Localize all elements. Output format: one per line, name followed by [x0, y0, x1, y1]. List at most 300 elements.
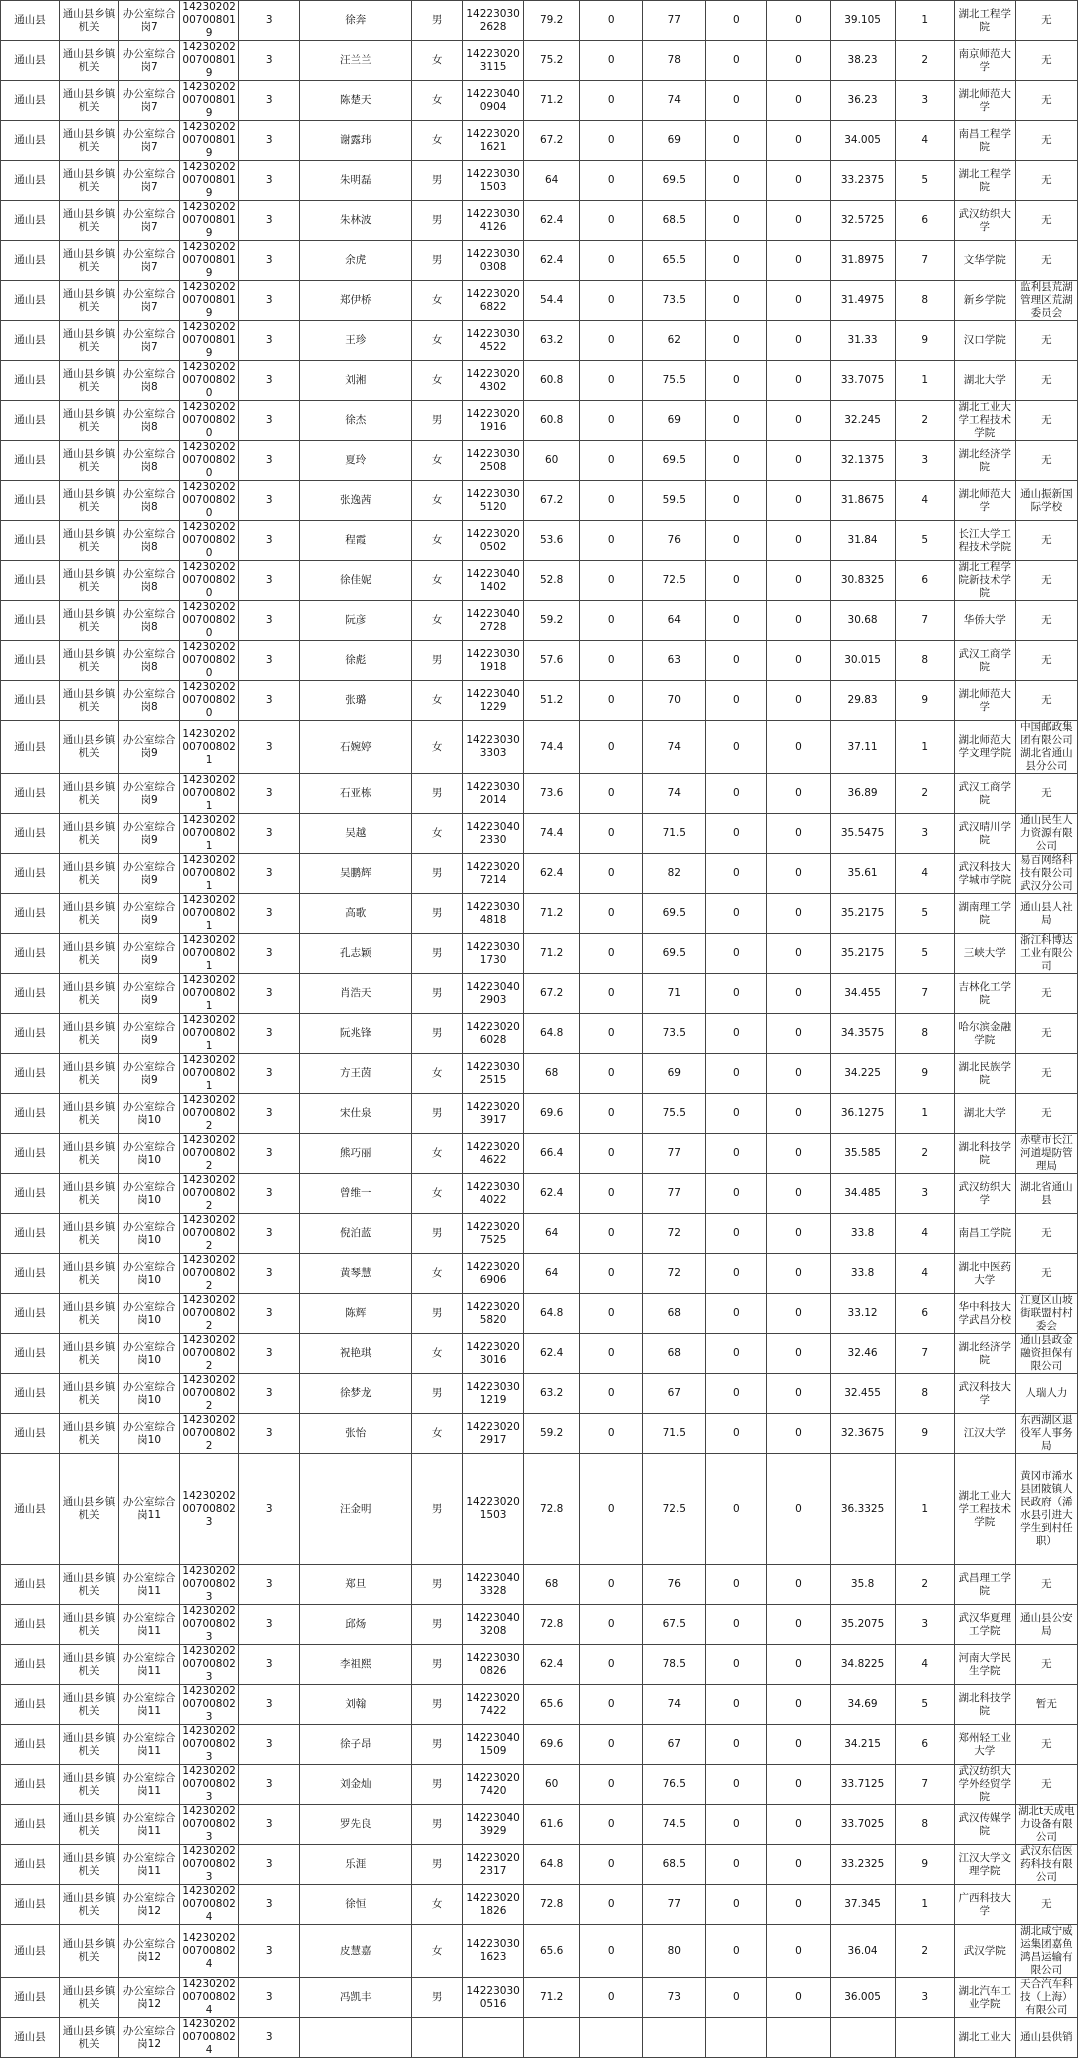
cell-rank: 5 [895, 934, 954, 974]
cell-name: 方王茵 [300, 1054, 412, 1094]
cell-quota: 3 [239, 1978, 300, 2018]
cell-col-13: 0 [767, 854, 830, 894]
cell-gender: 女 [412, 1925, 463, 1978]
cell-col-12: 0 [706, 1845, 767, 1885]
cell-county: 通山县 [1, 814, 60, 854]
cell-name: 王珍 [300, 321, 412, 361]
cell-gender: 女 [412, 1134, 463, 1174]
cell-total-score: 39.105 [830, 1, 895, 41]
cell-col-13: 0 [767, 41, 830, 81]
cell-ticket-no: 142230301730 [463, 934, 524, 974]
cell-name: 倪泊蓝 [300, 1214, 412, 1254]
cell-bonus: 0 [580, 561, 643, 601]
cell-gender: 男 [412, 1725, 463, 1765]
cell-position-code: 14230202007008022 [180, 1134, 239, 1174]
cell-ticket-no: 142230207422 [463, 1685, 524, 1725]
cell-interview-score: 75.5 [643, 361, 706, 401]
cell-quota: 3 [239, 894, 300, 934]
cell-col-13: 0 [767, 281, 830, 321]
cell-position-code: 14230202007008020 [180, 641, 239, 681]
cell-unit: 通山县乡镇机关 [60, 814, 119, 854]
cell-written-score: 74.4 [524, 814, 580, 854]
cell-ticket-no: 142230202917 [463, 1414, 524, 1454]
cell-interview-score: 65.5 [643, 241, 706, 281]
cell-ticket-no: 142230203016 [463, 1334, 524, 1374]
cell-rank: 1 [895, 1885, 954, 1925]
cell-ticket-no: 142230403929 [463, 1805, 524, 1845]
cell-col-12: 0 [706, 1254, 767, 1294]
cell-county: 通山县 [1, 1685, 60, 1725]
table-row [1, 1334, 1078, 1374]
cell-ticket-no: 142230204302 [463, 361, 524, 401]
table-row [1, 1214, 1078, 1254]
cell-employer: 无 [1015, 1, 1077, 41]
cell-employer: 无 [1015, 1014, 1077, 1054]
cell-bonus: 0 [580, 481, 643, 521]
cell-position-code: 14230202007008019 [180, 241, 239, 281]
cell-unit: 通山县乡镇机关 [60, 854, 119, 894]
cell-quota: 3 [239, 601, 300, 641]
cell-quota: 3 [239, 1565, 300, 1605]
cell-col-13: 0 [767, 481, 830, 521]
cell-written-score: 71.2 [524, 934, 580, 974]
cell-gender: 女 [412, 361, 463, 401]
cell-unit: 通山县乡镇机关 [60, 1374, 119, 1414]
cell-school: 哈尔滨金融学院 [954, 1014, 1015, 1054]
cell-school: 吉林化工学院 [954, 974, 1015, 1014]
cell-employer: 黄冈市浠水县团陂镇人民政府（浠水县引进大学生到村任职） [1015, 1454, 1077, 1565]
cell-total-score: 36.23 [830, 81, 895, 121]
cell-position-code: 14230202007008024 [180, 1925, 239, 1978]
cell-written-score: 79.2 [524, 1, 580, 41]
cell-interview-score: 69.5 [643, 441, 706, 481]
cell-bonus: 0 [580, 81, 643, 121]
cell-unit: 通山县乡镇机关 [60, 81, 119, 121]
table-row [1, 1845, 1078, 1885]
cell-county: 通山县 [1, 321, 60, 361]
cell-unit: 通山县乡镇机关 [60, 1805, 119, 1845]
cell-position-code: 14230202007008020 [180, 601, 239, 641]
cell-rank [895, 2018, 954, 2058]
cell-name: 石婉婷 [300, 721, 412, 774]
cell-bonus: 0 [580, 1374, 643, 1414]
cell-quota: 3 [239, 121, 300, 161]
cell-total-score: 36.1275 [830, 1094, 895, 1134]
cell-quota: 3 [239, 1645, 300, 1685]
cell-position: 办公室综合岗9 [119, 774, 180, 814]
cell-col-12: 0 [706, 1565, 767, 1605]
cell-school: 武汉晴川学院 [954, 814, 1015, 854]
cell-written-score: 71.2 [524, 81, 580, 121]
cell-bonus: 0 [580, 1254, 643, 1294]
cell-written-score: 62.4 [524, 1645, 580, 1685]
cell-employer: 赤壁市长江河道堤防管理局 [1015, 1134, 1077, 1174]
cell-quota: 3 [239, 441, 300, 481]
cell-school: 湖北工程学院新技术学院 [954, 561, 1015, 601]
cell-position-code: 14230202007008022 [180, 1254, 239, 1294]
cell-quota: 3 [239, 161, 300, 201]
cell-written-score: 66.4 [524, 1134, 580, 1174]
cell-county: 通山县 [1, 1845, 60, 1885]
cell-county: 通山县 [1, 1254, 60, 1294]
cell-total-score: 33.2325 [830, 1845, 895, 1885]
cell-unit: 通山县乡镇机关 [60, 321, 119, 361]
cell-position: 办公室综合岗10 [119, 1214, 180, 1254]
cell-gender: 男 [412, 1214, 463, 1254]
cell-unit: 通山县乡镇机关 [60, 1885, 119, 1925]
cell-rank: 2 [895, 1925, 954, 1978]
cell-quota: 3 [239, 1214, 300, 1254]
cell-employer: 无 [1015, 1725, 1077, 1765]
cell-unit: 通山县乡镇机关 [60, 1294, 119, 1334]
cell-col-13: 0 [767, 321, 830, 361]
cell-bonus: 0 [580, 721, 643, 774]
cell-col-13: 0 [767, 1254, 830, 1294]
cell-employer: 通山县供销 [1015, 2018, 1077, 2058]
cell-quota: 3 [239, 1845, 300, 1885]
cell-ticket-no: 142230300826 [463, 1645, 524, 1685]
cell-total-score: 36.005 [830, 1978, 895, 2018]
cell-position-code: 14230202007008020 [180, 521, 239, 561]
cell-written-score: 64 [524, 1254, 580, 1294]
cell-interview-score: 69.5 [643, 934, 706, 974]
cell-name: 谢露玮 [300, 121, 412, 161]
cell-unit: 通山县乡镇机关 [60, 1925, 119, 1978]
cell-interview-score: 71.5 [643, 1414, 706, 1454]
cell-col-12: 0 [706, 1014, 767, 1054]
cell-county: 通山县 [1, 1414, 60, 1454]
cell-col-12: 0 [706, 281, 767, 321]
cell-interview-score: 72 [643, 1214, 706, 1254]
cell-col-12: 0 [706, 561, 767, 601]
cell-written-score: 68 [524, 1565, 580, 1605]
cell-ticket-no: 142230207214 [463, 854, 524, 894]
cell-bonus: 0 [580, 1414, 643, 1454]
cell-unit: 通山县乡镇机关 [60, 561, 119, 601]
cell-position-code: 14230202007008021 [180, 974, 239, 1014]
cell-col-13: 0 [767, 1845, 830, 1885]
cell-rank: 1 [895, 1, 954, 41]
cell-name: 夏玲 [300, 441, 412, 481]
cell-position: 办公室综合岗10 [119, 1254, 180, 1294]
table-row [1, 401, 1078, 441]
cell-county: 通山县 [1, 1054, 60, 1094]
cell-col-13: 0 [767, 1294, 830, 1334]
cell-employer: 江夏区山坡街联盟村村委会 [1015, 1294, 1077, 1334]
cell-gender: 女 [412, 481, 463, 521]
cell-school: 武汉纺织大学外经贸学院 [954, 1765, 1015, 1805]
table-row [1, 1978, 1078, 2018]
cell-col-13: 0 [767, 1565, 830, 1605]
cell-gender: 男 [412, 1765, 463, 1805]
cell-employer: 无 [1015, 561, 1077, 601]
cell-position: 办公室综合岗10 [119, 1294, 180, 1334]
cell-rank: 5 [895, 161, 954, 201]
table-row [1, 814, 1078, 854]
cell-name: 石亚栋 [300, 774, 412, 814]
cell-employer: 人瑞人力 [1015, 1374, 1077, 1414]
cell-ticket-no: 142230207420 [463, 1765, 524, 1805]
cell-gender: 男 [412, 1094, 463, 1134]
cell-total-score: 35.2175 [830, 894, 895, 934]
cell-col-12: 0 [706, 934, 767, 974]
cell-unit: 通山县乡镇机关 [60, 1334, 119, 1374]
cell-position: 办公室综合岗7 [119, 241, 180, 281]
cell-col-13: 0 [767, 401, 830, 441]
cell-ticket-no: 142230206822 [463, 281, 524, 321]
cell-interview-score: 71.5 [643, 814, 706, 854]
cell-written-score: 67.2 [524, 481, 580, 521]
cell-position-code: 14230202007008023 [180, 1765, 239, 1805]
cell-written-score: 72.8 [524, 1605, 580, 1645]
cell-unit: 通山县乡镇机关 [60, 601, 119, 641]
cell-interview-score: 68.5 [643, 1845, 706, 1885]
cell-school: 武汉科技大学 [954, 1374, 1015, 1414]
cell-rank: 6 [895, 201, 954, 241]
cell-total-score: 33.7025 [830, 1805, 895, 1845]
cell-gender: 女 [412, 521, 463, 561]
cell-position-code: 14230202007008023 [180, 1565, 239, 1605]
cell-unit: 通山县乡镇机关 [60, 1565, 119, 1605]
cell-rank: 1 [895, 361, 954, 401]
cell-gender: 男 [412, 241, 463, 281]
cell-ticket-no: 142230401229 [463, 681, 524, 721]
cell-col-13: 0 [767, 721, 830, 774]
cell-quota: 3 [239, 281, 300, 321]
cell-bonus [580, 2018, 643, 2058]
cell-name: 徐彪 [300, 641, 412, 681]
cell-bonus: 0 [580, 521, 643, 561]
cell-employer: 无 [1015, 121, 1077, 161]
cell-gender: 女 [412, 1054, 463, 1094]
cell-gender: 女 [412, 441, 463, 481]
cell-bonus: 0 [580, 1054, 643, 1094]
cell-col-13: 0 [767, 561, 830, 601]
cell-name: 熊巧丽 [300, 1134, 412, 1174]
cell-position: 办公室综合岗10 [119, 1094, 180, 1134]
cell-position-code: 14230202007008019 [180, 161, 239, 201]
cell-total-score: 34.3575 [830, 1014, 895, 1054]
cell-county: 通山县 [1, 1454, 60, 1565]
cell-ticket-no: 142230301918 [463, 641, 524, 681]
cell-county: 通山县 [1, 2018, 60, 2058]
cell-position: 办公室综合岗11 [119, 1454, 180, 1565]
cell-ticket-no: 142230203917 [463, 1094, 524, 1134]
cell-col-12: 0 [706, 1454, 767, 1565]
table-row [1, 241, 1078, 281]
cell-position-code: 14230202007008021 [180, 721, 239, 774]
cell-col-12: 0 [706, 1978, 767, 2018]
cell-name: 汪兰兰 [300, 41, 412, 81]
cell-employer: 无 [1015, 201, 1077, 241]
cell-written-score: 53.6 [524, 521, 580, 561]
cell-written-score: 62.4 [524, 854, 580, 894]
cell-gender: 男 [412, 1, 463, 41]
cell-ticket-no: 142230207525 [463, 1214, 524, 1254]
table-row [1, 561, 1078, 601]
cell-employer: 通山县人社局 [1015, 894, 1077, 934]
cell-total-score: 32.46 [830, 1334, 895, 1374]
cell-col-13: 0 [767, 814, 830, 854]
cell-employer: 无 [1015, 1214, 1077, 1254]
cell-rank: 7 [895, 241, 954, 281]
cell-interview-score: 77 [643, 1, 706, 41]
cell-quota: 3 [239, 1765, 300, 1805]
table-row [1, 601, 1078, 641]
table-row [1, 1174, 1078, 1214]
cell-col-13: 0 [767, 361, 830, 401]
cell-col-12: 0 [706, 521, 767, 561]
cell-name: 张璐 [300, 681, 412, 721]
cell-col-12: 0 [706, 1765, 767, 1805]
cell-col-12: 0 [706, 1805, 767, 1845]
cell-position: 办公室综合岗11 [119, 1765, 180, 1805]
cell-ticket-no: 142230304022 [463, 1174, 524, 1214]
cell-ticket-no: 142230400904 [463, 81, 524, 121]
cell-school: 湖北中医药大学 [954, 1254, 1015, 1294]
cell-quota: 3 [239, 1294, 300, 1334]
cell-employer: 无 [1015, 81, 1077, 121]
cell-unit: 通山县乡镇机关 [60, 1765, 119, 1805]
cell-gender: 女 [412, 281, 463, 321]
cell-name: 徐佳妮 [300, 561, 412, 601]
table-row [1, 1454, 1078, 1565]
cell-unit: 通山县乡镇机关 [60, 721, 119, 774]
cell-name: 郑伊桥 [300, 281, 412, 321]
cell-col-13: 0 [767, 1334, 830, 1374]
cell-school: 武汉纺织大学 [954, 1174, 1015, 1214]
cell-col-12: 0 [706, 1685, 767, 1725]
cell-unit: 通山县乡镇机关 [60, 1645, 119, 1685]
cell-written-score: 75.2 [524, 41, 580, 81]
cell-position: 办公室综合岗7 [119, 81, 180, 121]
cell-col-13: 0 [767, 81, 830, 121]
cell-position-code: 14230202007008019 [180, 201, 239, 241]
cell-unit: 通山县乡镇机关 [60, 1845, 119, 1885]
cell-position-code: 14230202007008021 [180, 1014, 239, 1054]
cell-col-12: 0 [706, 201, 767, 241]
cell-total-score: 31.33 [830, 321, 895, 361]
cell-ticket-no: 142230200502 [463, 521, 524, 561]
cell-employer: 湖北t天成电力设备有限公司 [1015, 1805, 1077, 1845]
table-row [1, 481, 1078, 521]
cell-gender [412, 2018, 463, 2058]
cell-school: 湖北工程学院 [954, 1, 1015, 41]
cell-interview-score: 76 [643, 1565, 706, 1605]
cell-col-13 [767, 2018, 830, 2058]
cell-unit: 通山县乡镇机关 [60, 441, 119, 481]
cell-school: 湖北工业大学工程技术学院 [954, 1454, 1015, 1565]
cell-col-12: 0 [706, 41, 767, 81]
cell-position-code: 14230202007008019 [180, 1, 239, 41]
cell-col-13: 0 [767, 1454, 830, 1565]
cell-total-score: 35.2075 [830, 1605, 895, 1645]
table-row [1, 1094, 1078, 1134]
cell-bonus: 0 [580, 1845, 643, 1885]
cell-total-score: 33.12 [830, 1294, 895, 1334]
cell-bonus: 0 [580, 1605, 643, 1645]
cell-total-score: 34.69 [830, 1685, 895, 1725]
cell-county: 通山县 [1, 521, 60, 561]
cell-gender: 女 [412, 321, 463, 361]
cell-rank: 4 [895, 1214, 954, 1254]
cell-name: 阮彦 [300, 601, 412, 641]
cell-school: 华中科技大学武昌分校 [954, 1294, 1015, 1334]
table-row [1, 854, 1078, 894]
cell-position-code: 14230202007008019 [180, 81, 239, 121]
table-row [1, 641, 1078, 681]
cell-quota: 3 [239, 1605, 300, 1645]
cell-employer: 无 [1015, 641, 1077, 681]
cell-ticket-no: 142230203115 [463, 41, 524, 81]
cell-position-code: 14230202007008019 [180, 41, 239, 81]
cell-unit: 通山县乡镇机关 [60, 201, 119, 241]
cell-county: 通山县 [1, 721, 60, 774]
cell-position-code: 14230202007008022 [180, 1174, 239, 1214]
cell-employer: 无 [1015, 521, 1077, 561]
cell-rank: 3 [895, 1174, 954, 1214]
cell-bonus: 0 [580, 321, 643, 361]
cell-school: 文华学院 [954, 241, 1015, 281]
table-row [1, 1, 1078, 41]
cell-county: 通山县 [1, 281, 60, 321]
cell-county: 通山县 [1, 41, 60, 81]
cell-interview-score: 68 [643, 1294, 706, 1334]
cell-written-score: 72.8 [524, 1454, 580, 1565]
cell-rank: 8 [895, 1805, 954, 1845]
cell-employer: 无 [1015, 1645, 1077, 1685]
table-row [1, 81, 1078, 121]
cell-rank: 4 [895, 1254, 954, 1294]
cell-county: 通山县 [1, 1605, 60, 1645]
cell-name: 郑旦 [300, 1565, 412, 1605]
cell-col-13: 0 [767, 1214, 830, 1254]
cell-rank: 3 [895, 814, 954, 854]
cell-county: 通山县 [1, 601, 60, 641]
cell-rank: 1 [895, 1454, 954, 1565]
cell-unit: 通山县乡镇机关 [60, 1725, 119, 1765]
cell-unit: 通山县乡镇机关 [60, 1134, 119, 1174]
cell-county: 通山县 [1, 121, 60, 161]
table-row [1, 974, 1078, 1014]
cell-bonus: 0 [580, 1685, 643, 1725]
cell-quota: 3 [239, 1805, 300, 1845]
cell-written-score: 59.2 [524, 601, 580, 641]
cell-bonus: 0 [580, 1565, 643, 1605]
cell-ticket-no: 142230304126 [463, 201, 524, 241]
cell-school: 湖北汽车工业学院 [954, 1978, 1015, 2018]
cell-bonus: 0 [580, 241, 643, 281]
cell-position-code: 14230202007008023 [180, 1685, 239, 1725]
cell-total-score: 32.455 [830, 1374, 895, 1414]
cell-total-score: 35.61 [830, 854, 895, 894]
cell-written-score: 68 [524, 1054, 580, 1094]
cell-position-code: 14230202007008023 [180, 1725, 239, 1765]
cell-quota: 3 [239, 681, 300, 721]
cell-employer: 东西湖区退役军人事务局 [1015, 1414, 1077, 1454]
table-row [1, 1925, 1078, 1978]
cell-bonus: 0 [580, 1885, 643, 1925]
cell-total-score: 33.8 [830, 1254, 895, 1294]
cell-gender: 女 [412, 1334, 463, 1374]
cell-rank: 9 [895, 1845, 954, 1885]
cell-gender: 男 [412, 161, 463, 201]
cell-position-code: 14230202007008023 [180, 1605, 239, 1645]
cell-county: 通山县 [1, 1334, 60, 1374]
cell-interview-score: 73.5 [643, 1014, 706, 1054]
cell-bonus: 0 [580, 1725, 643, 1765]
cell-county: 通山县 [1, 974, 60, 1014]
